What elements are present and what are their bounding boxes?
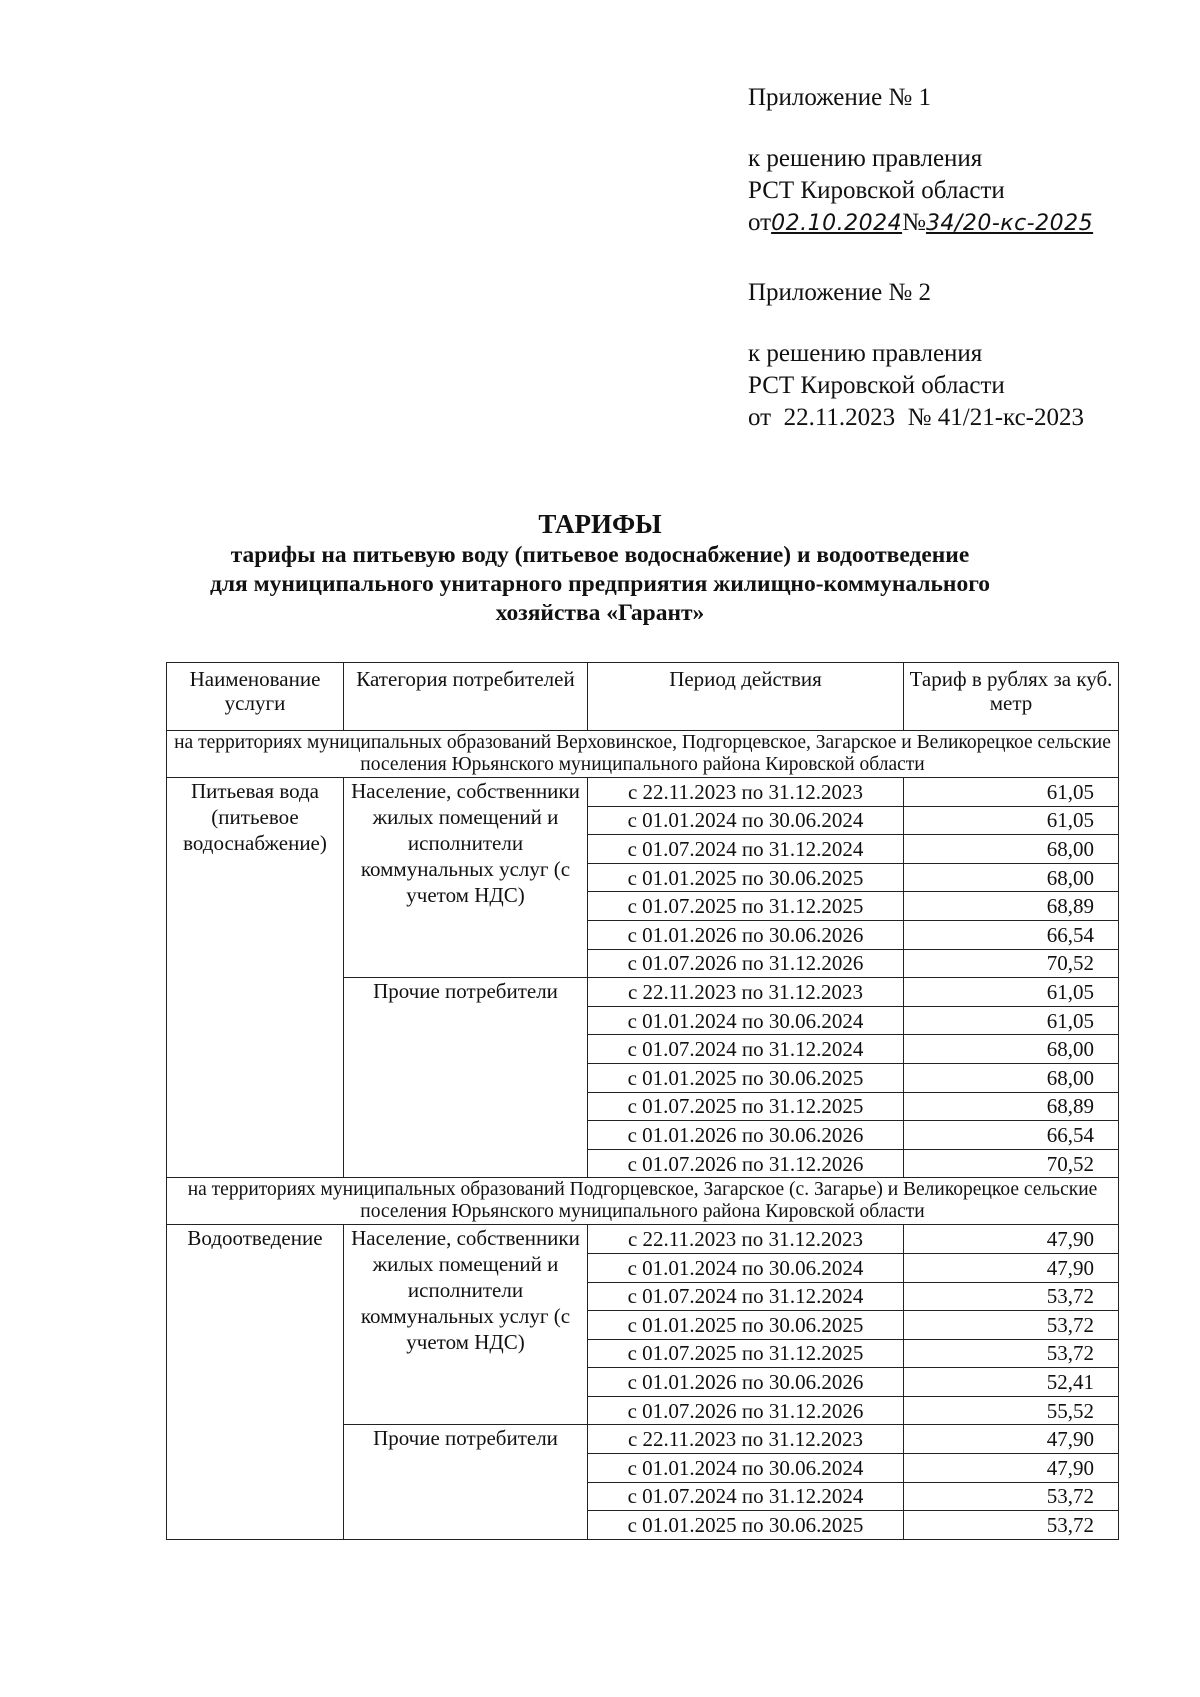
document-heading bbox=[150, 507, 1050, 628]
region-label: на территориях муниципальных образований Подгорцевское, Загарское (с. Загарье) и Великорецкое сельские поселения Юрьянского муниципального района Кировской области bbox=[167, 1178, 1119, 1225]
appendix-1-line2: РСТ Кировской области bbox=[748, 177, 1005, 204]
rate-cell: 52,41 bbox=[904, 1368, 1119, 1397]
table-row bbox=[167, 1225, 1119, 1254]
document-title: ТАРИФЫ bbox=[538, 509, 662, 539]
period-cell: с 22.11.2023 по 31.12.2023 bbox=[588, 978, 904, 1007]
period-cell: с 01.01.2025 по 30.06.2025 bbox=[588, 1311, 904, 1340]
tariff-table-body bbox=[167, 731, 1119, 1540]
header-category: Категория потребителей bbox=[344, 663, 588, 731]
consumer-category: Население, собственники жилых помещений и исполнители коммунальных услуг (с учетом НДС) bbox=[344, 1225, 588, 1425]
rate-cell: 61,05 bbox=[904, 778, 1119, 807]
rate-cell: 53,72 bbox=[904, 1311, 1119, 1340]
rate-cell: 68,00 bbox=[904, 835, 1119, 864]
header-service: Наименование услуги bbox=[167, 663, 344, 731]
period-cell: с 01.07.2024 по 31.12.2024 bbox=[588, 835, 904, 864]
handwritten-date: 02.10.2024 bbox=[771, 211, 903, 236]
region-label: на территориях муниципальных образований Верховинское, Подгорцевское, Загарское и Великорецкое сельские поселения Юрьянского муниципального района Кировской области bbox=[167, 731, 1119, 778]
consumer-category: Население, собственники жилых помещений и исполнители коммунальных услуг (с учетом НДС) bbox=[344, 778, 588, 978]
period-cell: с 01.01.2025 по 30.06.2025 bbox=[588, 863, 904, 892]
rate-cell: 53,72 bbox=[904, 1482, 1119, 1511]
rate-cell: 47,90 bbox=[904, 1225, 1119, 1254]
period-cell: с 01.07.2025 по 31.12.2025 bbox=[588, 892, 904, 921]
rate-cell: 68,89 bbox=[904, 1092, 1119, 1121]
period-cell: с 01.07.2026 по 31.12.2026 bbox=[588, 1149, 904, 1178]
period-cell: с 01.01.2026 по 30.06.2026 bbox=[588, 1368, 904, 1397]
appendix-2-ref: от 22.11.2023 № 41/21-кс-2023 bbox=[748, 404, 1084, 431]
period-cell: с 22.11.2023 по 31.12.2023 bbox=[588, 1425, 904, 1454]
rate-cell: 47,90 bbox=[904, 1454, 1119, 1483]
consumer-category: Прочие потребители bbox=[344, 978, 588, 1178]
period-cell: с 01.01.2026 по 30.06.2026 bbox=[588, 920, 904, 949]
appendix-1-ref bbox=[748, 207, 1093, 240]
period-cell: с 01.07.2024 по 31.12.2024 bbox=[588, 1482, 904, 1511]
period-cell: с 01.01.2024 по 30.06.2024 bbox=[588, 1006, 904, 1035]
rate-cell: 66,54 bbox=[904, 1121, 1119, 1150]
rate-cell: 47,90 bbox=[904, 1253, 1119, 1282]
period-cell: с 01.01.2024 по 30.06.2024 bbox=[588, 1454, 904, 1483]
rate-cell: 61,05 bbox=[904, 978, 1119, 1007]
rate-cell: 68,00 bbox=[904, 1063, 1119, 1092]
rate-cell: 53,72 bbox=[904, 1282, 1119, 1311]
tariff-table bbox=[166, 662, 1119, 1540]
rate-cell: 68,00 bbox=[904, 863, 1119, 892]
rate-cell: 53,72 bbox=[904, 1511, 1119, 1540]
appendix-2-line1: к решению правления bbox=[748, 340, 983, 367]
handwritten-number: 34/20-кс-2025 bbox=[925, 211, 1094, 236]
heading-line-3: хозяйства «Гарант» bbox=[495, 600, 705, 626]
period-cell: с 01.07.2026 по 31.12.2026 bbox=[588, 949, 904, 978]
appendix-2-line2: РСТ Кировской области bbox=[748, 372, 1005, 399]
appendix-1-line1: к решению правления bbox=[748, 145, 983, 172]
service-name: Питьевая вода (питьевое водоснабжение) bbox=[167, 778, 344, 1178]
period-cell: с 22.11.2023 по 31.12.2023 bbox=[588, 1225, 904, 1254]
rate-cell: 47,90 bbox=[904, 1425, 1119, 1454]
period-cell: с 01.07.2024 по 31.12.2024 bbox=[588, 1035, 904, 1064]
appendix-1-date-prefix: от bbox=[748, 209, 772, 236]
service-name: Водоотведение bbox=[167, 1225, 344, 1540]
appendix-2-title: Приложение № 2 bbox=[748, 279, 932, 306]
period-cell: с 01.07.2024 по 31.12.2024 bbox=[588, 1282, 904, 1311]
header-rate: Тариф в рублях за куб. метр bbox=[904, 663, 1119, 731]
period-cell: с 01.07.2025 по 31.12.2025 bbox=[588, 1339, 904, 1368]
rate-cell: 66,54 bbox=[904, 920, 1119, 949]
table-row bbox=[167, 778, 1119, 807]
region-row bbox=[167, 1178, 1119, 1225]
rate-cell: 61,05 bbox=[904, 806, 1119, 835]
heading-line-1: тарифы на питьевую воду (питьевое водоснабжение) и водоотведение bbox=[230, 542, 970, 568]
appendix-1-num-prefix: № bbox=[902, 209, 926, 236]
appendix-1-title: Приложение № 1 bbox=[748, 84, 932, 111]
rate-cell: 53,72 bbox=[904, 1339, 1119, 1368]
region-row bbox=[167, 731, 1119, 778]
period-cell: с 01.01.2025 по 30.06.2025 bbox=[588, 1063, 904, 1092]
header-period: Период действия bbox=[588, 663, 904, 731]
period-cell: с 01.01.2024 по 30.06.2024 bbox=[588, 806, 904, 835]
heading-line-2: для муниципального унитарного предприятия жилищно-коммунального bbox=[209, 571, 991, 597]
rate-cell: 70,52 bbox=[904, 1149, 1119, 1178]
rate-cell: 68,89 bbox=[904, 892, 1119, 921]
period-cell: с 01.07.2026 по 31.12.2026 bbox=[588, 1396, 904, 1425]
period-cell: с 01.07.2025 по 31.12.2025 bbox=[588, 1092, 904, 1121]
rate-cell: 70,52 bbox=[904, 949, 1119, 978]
period-cell: с 01.01.2024 по 30.06.2024 bbox=[588, 1253, 904, 1282]
rate-cell: 68,00 bbox=[904, 1035, 1119, 1064]
period-cell: с 01.01.2026 по 30.06.2026 bbox=[588, 1121, 904, 1150]
period-cell: с 01.01.2025 по 30.06.2025 bbox=[588, 1511, 904, 1540]
rate-cell: 61,05 bbox=[904, 1006, 1119, 1035]
appendix-1-block bbox=[748, 82, 1093, 240]
consumer-category: Прочие потребители bbox=[344, 1425, 588, 1539]
table-header-row bbox=[167, 663, 1119, 731]
period-cell: с 22.11.2023 по 31.12.2023 bbox=[588, 778, 904, 807]
appendix-2-block bbox=[748, 277, 1084, 434]
rate-cell: 55,52 bbox=[904, 1396, 1119, 1425]
